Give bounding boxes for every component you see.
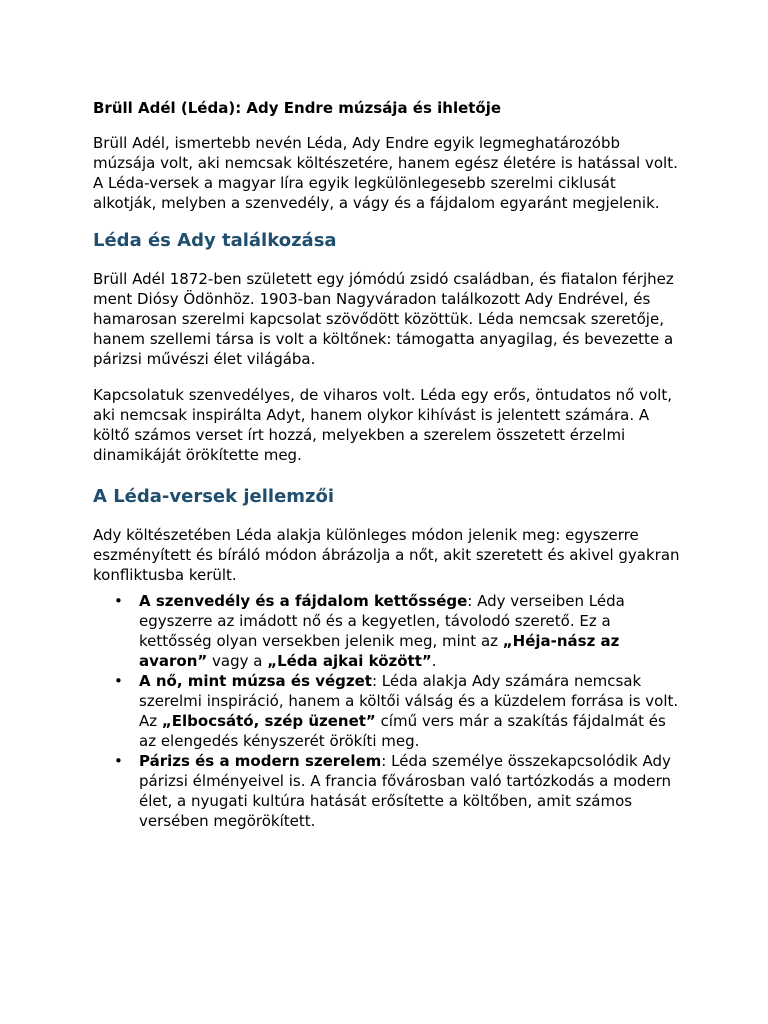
list-item-term: A szenvedély és a fájdalom kettőssége (139, 592, 468, 610)
section-heading-meeting: Léda és Ady találkozása (93, 230, 337, 251)
list-item-text: : Léda személye összekapcsolódik Ady párizsi élményeivel is. A francia fővárosban való tartózkodás a modern élet, a nyugati kultúra hatását erősítette a költőben, amit számos versében megörökített. (139, 752, 672, 830)
list-item-term: Párizs és a modern szerelem (139, 752, 382, 770)
section-heading-features: A Léda-versek jellemzői (93, 486, 335, 507)
bullet-icon: • (114, 672, 123, 690)
meeting-paragraph-1: Brüll Adél 1872-ben született egy jómódú zsidó családban, és fiatalon férjhez ment Diósy Ödönhöz. 1903-ban Nagyváradon találkozott Ady Endrével, és hamarosan szerelmi kapcsolat szövődött közöttük. Léda nemcsak szeretője, hanem szellemi társa is volt a költőnek: támogatta anyagilag, és bevezette a párizsi művészi élet világába. (93, 270, 674, 368)
poem-title: „Léda ajkai között” (267, 652, 432, 670)
bullet-icon: • (114, 752, 123, 770)
list-item-text: vagy a (207, 652, 268, 670)
poem-title: „Elbocsátó, szép üzenet” (161, 712, 376, 730)
list-item-term: A nő, mint múzsa és végzet (139, 672, 372, 690)
document-page (93, 98, 683, 831)
features-list (93, 591, 683, 831)
list-item-text: című vers már a szakítás fájdalmát és az elengedés kényszerét örökíti meg. (139, 712, 666, 750)
list-item-text: . (431, 652, 437, 670)
intro-paragraph: Brüll Adél, ismertebb nevén Léda, Ady Endre egyik legmeghatározóbb múzsája volt, aki nemcsak költészetére, hanem egész életére is hatással volt. A Léda-versek a magyar líra egyik legkülönlegesebb szerelmi ciklusát alkotják, melyben a szenvedély, a vágy és a fájdalom egyaránt megjelenik. (93, 134, 678, 212)
poem-title: „Héja-nász az avaron” (139, 632, 620, 670)
list-item-text: : Léda alakja Ady számára nemcsak szerelmi inspiráció, hanem a költői válság és a küzdelem forrása is volt. Az (139, 672, 679, 730)
list-item (114, 591, 683, 671)
list-item (114, 751, 683, 831)
features-paragraph: Ady költészetében Léda alakja különleges módon jelenik meg: egyszerre eszményített és bíráló módon ábrázolja a nőt, akit szeretett és akivel gyakran konfliktusba került. (93, 526, 680, 584)
document-title: Brüll Adél (Léda): Ady Endre múzsája és ihletője (93, 99, 502, 117)
bullet-icon: • (114, 592, 123, 610)
list-item-text: : Ady verseiben Léda egyszerre az imádott nő és a kegyetlen, távolodó szerető. Ez a kettősség olyan versekben jelenik meg, mint az (139, 592, 625, 650)
meeting-paragraph-2: Kapcsolatuk szenvedélyes, de viharos volt. Léda egy erős, öntudatos nő volt, aki nemcsak inspirálta Adyt, hanem olykor kihívást is jelentett számára. A költő számos verset írt hozzá, melyekben a szerelem összetett érzelmi dinamikáját örökítette meg. (93, 386, 673, 464)
list-item (114, 671, 683, 751)
